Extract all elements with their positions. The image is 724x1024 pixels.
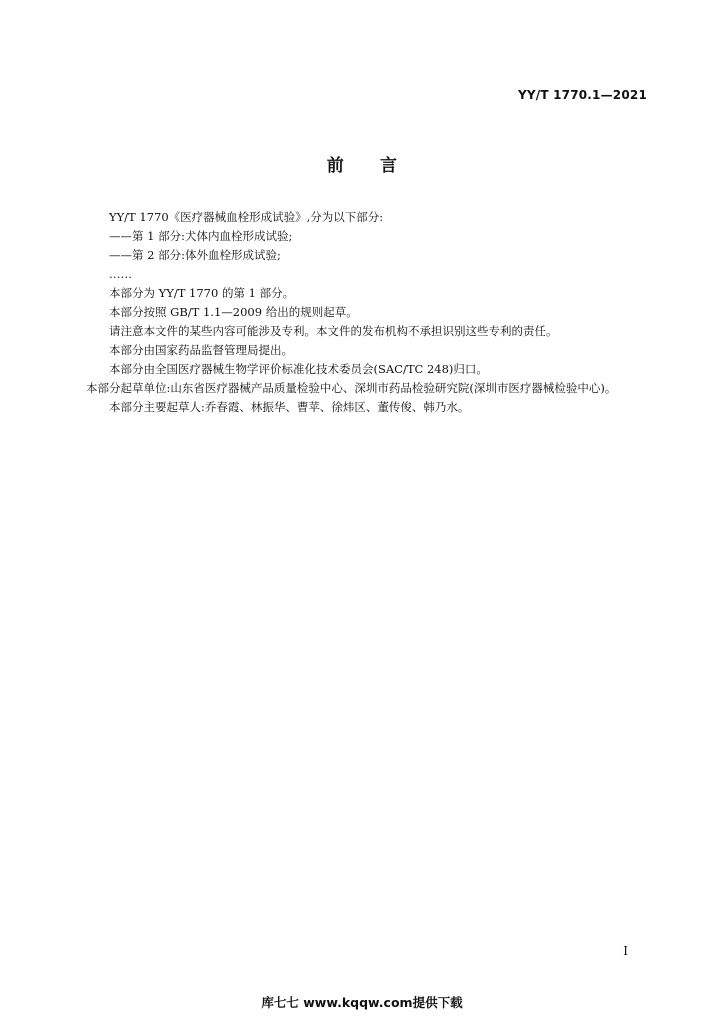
page-title — [0, 151, 724, 176]
standard-code: YY/T 1770.1—2021 — [517, 88, 647, 102]
paragraph-patent-notice: 请注意本文件的某些内容可能涉及专利。本文件的发布机构不承担识别这些专利的责任。 — [109, 324, 558, 338]
paragraph-proposed-by: 本部分由国家药品监督管理局提出。 — [109, 343, 293, 357]
paragraph-ellipsis: …… — [109, 267, 132, 281]
title-char-1: 前 — [326, 156, 344, 176]
paragraph-part-2: ——第 2 部分:体外血栓形成试验; — [109, 248, 281, 262]
foreword-body — [86, 208, 636, 417]
paragraph-drafting-rules: 本部分按照 GB/T 1.1—2009 给出的规则起草。 — [109, 305, 358, 319]
paragraph-technical-committee: 本部分由全国医疗器械生物学评价标准化技术委员会(SAC/TC 248)归口。 — [109, 362, 488, 376]
download-watermark: 库七七 www.kqqw.com提供下载 — [261, 995, 463, 1010]
paragraph-series-intro: YY/T 1770《医疗器械血栓形成试验》,分为以下部分: — [109, 210, 384, 224]
paragraph-this-part: 本部分为 YY/T 1770 的第 1 部分。 — [109, 286, 295, 300]
title-char-2: 言 — [380, 156, 398, 176]
paragraph-main-drafters: 本部分主要起草人:乔春霞、林振华、曹苹、徐炜区、董传俊、韩乃水。 — [109, 400, 470, 414]
paragraph-drafting-units: 本部分起草单位:山东省医疗器械产品质量检验中心、深圳市药品检验研究院(深圳市医疗器械检验中心)。 — [86, 381, 617, 395]
page-number: I — [623, 944, 628, 958]
paragraph-part-1: ——第 1 部分:犬体内血栓形成试验; — [109, 229, 293, 243]
